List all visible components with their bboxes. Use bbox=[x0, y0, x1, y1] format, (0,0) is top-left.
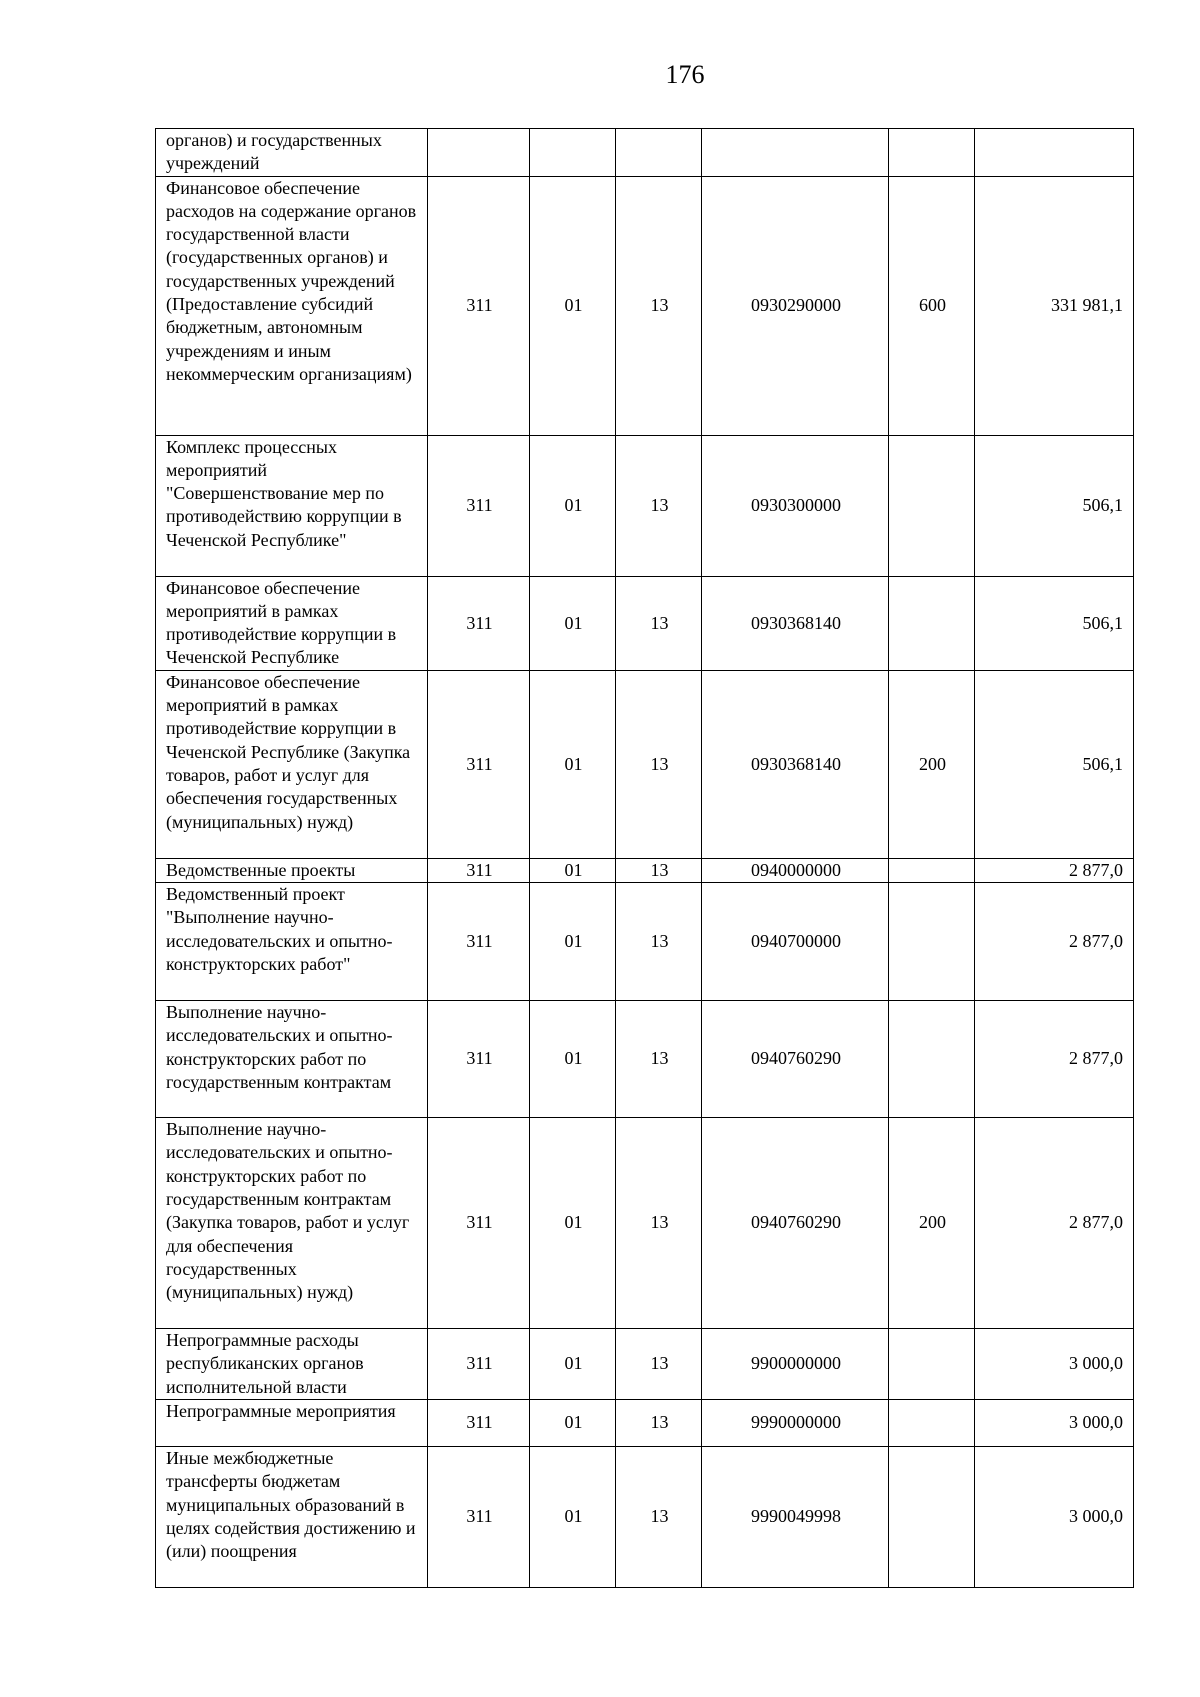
row-name: Выполнение научно-исследовательских и опытно-конструкторских работ по государственным контрактам bbox=[156, 1001, 428, 1118]
row-name: органов) и государственных учреждений bbox=[156, 129, 428, 177]
row-target-code: 0940760290 bbox=[702, 1001, 889, 1118]
row-name: Иные межбюджетные трансферты бюджетам муниципальных образований в целях содействия достижению и (или) поощрения bbox=[156, 1447, 428, 1588]
row-target-code: 0930368140 bbox=[702, 576, 889, 670]
table-row bbox=[156, 1447, 1134, 1588]
budget-table bbox=[155, 128, 1134, 1588]
row-amount: 506,1 bbox=[975, 576, 1134, 670]
row-name: Финансовое обеспечение мероприятий в рамках противодействие коррупции в Чеченской Республике (Закупка товаров, работ и услуг для обеспечения государственных (муниципальных) нужд) bbox=[156, 670, 428, 858]
row-expense-type-code bbox=[889, 858, 975, 882]
row-amount: 3 000,0 bbox=[975, 1329, 1134, 1400]
table-row bbox=[156, 883, 1134, 1001]
row-amount: 2 877,0 bbox=[975, 1001, 1134, 1118]
row-name: Непрограммные расходы республиканских органов исполнительной власти bbox=[156, 1329, 428, 1400]
row-ved-code: 311 bbox=[428, 1118, 530, 1329]
row-amount: 331 981,1 bbox=[975, 176, 1134, 435]
row-subsection-code: 13 bbox=[616, 1118, 702, 1329]
row-ved-code: 311 bbox=[428, 670, 530, 858]
row-name: Финансовое обеспечение расходов на содержание органов государственной власти (государственных органов) и государственных учреждений (Предоставление субсидий бюджетным, автономным учреждениям и иным некоммерческим организациям) bbox=[156, 176, 428, 435]
row-expense-type-code: 200 bbox=[889, 1118, 975, 1329]
row-subsection-code: 13 bbox=[616, 1400, 702, 1447]
row-subsection-code: 13 bbox=[616, 576, 702, 670]
row-subsection-code: 13 bbox=[616, 670, 702, 858]
row-ved-code: 311 bbox=[428, 576, 530, 670]
row-ved-code: 311 bbox=[428, 1400, 530, 1447]
row-target-code: 0940700000 bbox=[702, 883, 889, 1001]
row-section-code: 01 bbox=[530, 1329, 616, 1400]
row-ved-code: 311 bbox=[428, 1001, 530, 1118]
row-subsection-code: 13 bbox=[616, 858, 702, 882]
row-section-code: 01 bbox=[530, 435, 616, 576]
page-number: 176 bbox=[665, 60, 705, 89]
table-row bbox=[156, 1400, 1134, 1447]
row-expense-type-code: 200 bbox=[889, 670, 975, 858]
row-target-code: 0930290000 bbox=[702, 176, 889, 435]
row-expense-type-code bbox=[889, 129, 975, 177]
row-subsection-code: 13 bbox=[616, 176, 702, 435]
row-subsection-code: 13 bbox=[616, 1329, 702, 1400]
row-target-code: 9900000000 bbox=[702, 1329, 889, 1400]
row-target-code: 0930368140 bbox=[702, 670, 889, 858]
table-row bbox=[156, 576, 1134, 670]
row-expense-type-code bbox=[889, 1001, 975, 1118]
row-section-code: 01 bbox=[530, 1400, 616, 1447]
row-name: Комплекс процессных мероприятий "Совершенствование мер по противодействию коррупции в Чеченской Республике" bbox=[156, 435, 428, 576]
row-section-code: 01 bbox=[530, 1447, 616, 1588]
table-row bbox=[156, 435, 1134, 576]
row-expense-type-code: 600 bbox=[889, 176, 975, 435]
row-target-code: 0930300000 bbox=[702, 435, 889, 576]
row-name: Ведомственный проект "Выполнение научно-исследовательских и опытно-конструкторских работ" bbox=[156, 883, 428, 1001]
row-expense-type-code bbox=[889, 1447, 975, 1588]
row-amount: 3 000,0 bbox=[975, 1447, 1134, 1588]
row-amount bbox=[975, 129, 1134, 177]
row-ved-code: 311 bbox=[428, 883, 530, 1001]
row-expense-type-code bbox=[889, 576, 975, 670]
row-amount: 3 000,0 bbox=[975, 1400, 1134, 1447]
row-section-code: 01 bbox=[530, 1001, 616, 1118]
table-row bbox=[156, 1118, 1134, 1329]
row-section-code bbox=[530, 129, 616, 177]
row-ved-code: 311 bbox=[428, 1447, 530, 1588]
row-amount: 506,1 bbox=[975, 670, 1134, 858]
row-amount: 2 877,0 bbox=[975, 858, 1134, 882]
row-expense-type-code bbox=[889, 883, 975, 1001]
row-ved-code: 311 bbox=[428, 858, 530, 882]
row-target-code bbox=[702, 129, 889, 177]
row-ved-code: 311 bbox=[428, 176, 530, 435]
row-subsection-code: 13 bbox=[616, 883, 702, 1001]
row-section-code: 01 bbox=[530, 576, 616, 670]
row-amount: 506,1 bbox=[975, 435, 1134, 576]
table-row bbox=[156, 1001, 1134, 1118]
row-ved-code: 311 bbox=[428, 435, 530, 576]
table-row bbox=[156, 1329, 1134, 1400]
row-section-code: 01 bbox=[530, 1118, 616, 1329]
row-section-code: 01 bbox=[530, 858, 616, 882]
row-expense-type-code bbox=[889, 435, 975, 576]
row-ved-code bbox=[428, 129, 530, 177]
row-expense-type-code bbox=[889, 1329, 975, 1400]
row-target-code: 0940760290 bbox=[702, 1118, 889, 1329]
row-section-code: 01 bbox=[530, 176, 616, 435]
row-target-code: 0940000000 bbox=[702, 858, 889, 882]
row-target-code: 9990049998 bbox=[702, 1447, 889, 1588]
row-amount: 2 877,0 bbox=[975, 883, 1134, 1001]
row-target-code: 9990000000 bbox=[702, 1400, 889, 1447]
row-subsection-code: 13 bbox=[616, 1447, 702, 1588]
row-section-code: 01 bbox=[530, 670, 616, 858]
row-subsection-code bbox=[616, 129, 702, 177]
table-row bbox=[156, 129, 1134, 177]
row-expense-type-code bbox=[889, 1400, 975, 1447]
row-subsection-code: 13 bbox=[616, 1001, 702, 1118]
table-row bbox=[156, 670, 1134, 858]
row-subsection-code: 13 bbox=[616, 435, 702, 576]
row-amount: 2 877,0 bbox=[975, 1118, 1134, 1329]
table-row bbox=[156, 176, 1134, 435]
row-name: Финансовое обеспечение мероприятий в рамках противодействие коррупции в Чеченской Республике bbox=[156, 576, 428, 670]
row-ved-code: 311 bbox=[428, 1329, 530, 1400]
table-row bbox=[156, 858, 1134, 882]
row-name: Непрограммные мероприятия bbox=[156, 1400, 428, 1447]
row-name: Ведомственные проекты bbox=[156, 858, 428, 882]
row-section-code: 01 bbox=[530, 883, 616, 1001]
row-name: Выполнение научно-исследовательских и опытно-конструкторских работ по государственным контрактам (Закупка товаров, работ и услуг для обеспечения государственных (муниципальных) нужд) bbox=[156, 1118, 428, 1329]
